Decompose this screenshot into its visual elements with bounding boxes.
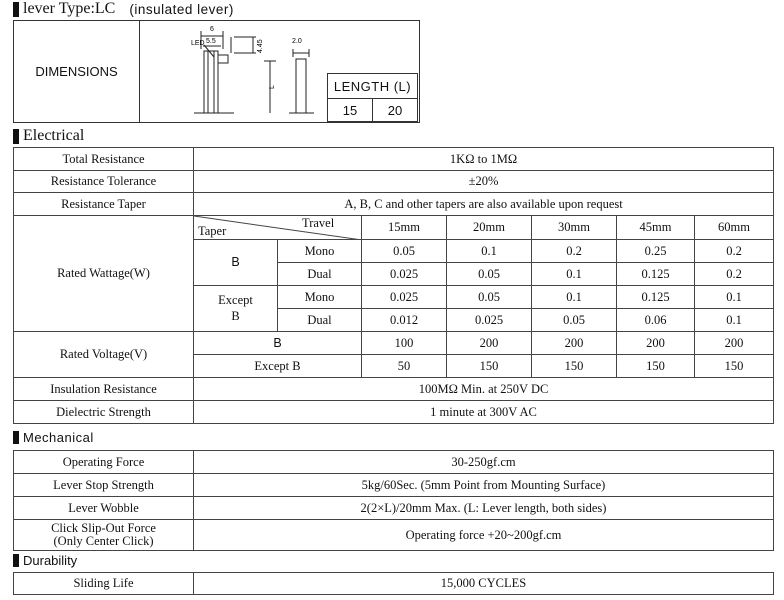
- voltage-cell: 150: [447, 355, 532, 378]
- click-label-line2: (Only Center Click): [53, 534, 154, 548]
- length-header: LENGTH (L): [328, 74, 418, 99]
- mono-label: Mono: [278, 286, 362, 309]
- wattage-cell: 0.1: [532, 263, 617, 286]
- insulation-label: Insulation Resistance: [14, 378, 194, 401]
- section-marker: [13, 2, 19, 17]
- sliding-life-label: Sliding Life: [14, 573, 194, 595]
- wattage-cell: 0.025: [362, 263, 447, 286]
- table-row: [14, 171, 774, 193]
- dimensions-label-cell: [14, 21, 140, 122]
- except-line2: B: [231, 309, 240, 323]
- taper-travel-corner: [194, 216, 362, 240]
- table-row: [14, 216, 774, 240]
- section-marker: [13, 129, 19, 144]
- table-row: [14, 401, 774, 424]
- mono-label: Mono: [278, 240, 362, 263]
- table-row: [14, 378, 774, 401]
- wattage-group-except: [194, 286, 278, 332]
- travel-45: 45mm: [617, 216, 695, 240]
- wattage-cell: 0.1: [447, 240, 532, 263]
- click-value: Operating force +20~200gf.cm: [194, 520, 774, 551]
- insulation-value: 100MΩ Min. at 250V DC: [194, 378, 774, 401]
- wattage-cell: 0.1: [695, 309, 774, 332]
- wattage-cell: 0.06: [617, 309, 695, 332]
- wattage-cell: 0.05: [532, 309, 617, 332]
- mechanical-title: Mechanical: [23, 430, 94, 445]
- wobble-value: 2(2×L)/20mm Max. (L: Lever length, both sides): [194, 497, 774, 520]
- length-table: [327, 73, 418, 122]
- lever-stop-label: Lever Stop Strength: [14, 474, 194, 497]
- wattage-cell: 0.025: [447, 309, 532, 332]
- click-label-line1: Click Slip-Out Force: [51, 521, 156, 535]
- operating-force-value: 30-250gf.cm: [194, 451, 774, 474]
- table-row: [14, 332, 774, 355]
- durability-title: Durability: [23, 553, 78, 568]
- mechanical-table: [13, 450, 774, 551]
- lever-stop-value: 5kg/60Sec. (5mm Point from Mounting Surface): [194, 474, 774, 497]
- voltage-cell: 150: [617, 355, 695, 378]
- travel-15: 15mm: [362, 216, 447, 240]
- voltage-cell: 150: [695, 355, 774, 378]
- travel-60: 60mm: [695, 216, 774, 240]
- table-row: [14, 497, 774, 520]
- dielectric-value: 1 minute at 300V AC: [194, 401, 774, 424]
- wattage-cell: 0.05: [447, 263, 532, 286]
- electrical-header: [13, 127, 84, 145]
- dielectric-label: Dielectric Strength: [14, 401, 194, 424]
- durability-table: [13, 572, 774, 595]
- dim-6: 6: [210, 26, 214, 33]
- wattage-cell: 0.1: [532, 286, 617, 309]
- voltage-cell: 100: [362, 332, 447, 355]
- voltage-cell: 200: [447, 332, 532, 355]
- operating-force-label: Operating Force: [14, 451, 194, 474]
- table-row: [14, 148, 774, 171]
- dual-label: Dual: [278, 309, 362, 332]
- wattage-cell: 0.2: [695, 263, 774, 286]
- tolerance-value: ±20%: [194, 171, 774, 193]
- dimensions-label: DIMENSIONS: [35, 64, 118, 79]
- taper-label: Resistance Taper: [14, 193, 194, 216]
- dim-led: LED: [191, 40, 205, 47]
- sliding-life-value: 15,000 CYCLES: [194, 573, 774, 595]
- length-value-20: 20: [373, 99, 418, 122]
- table-row: [14, 520, 774, 551]
- dim-2-0: 2.0: [292, 38, 302, 45]
- travel-30: 30mm: [532, 216, 617, 240]
- click-label: [14, 520, 194, 551]
- wattage-cell: 0.012: [362, 309, 447, 332]
- dim-l: L: [269, 85, 276, 89]
- dim-5-5: 5.5: [206, 38, 216, 45]
- wattage-cell: 0.2: [532, 240, 617, 263]
- voltage-cell: 50: [362, 355, 447, 378]
- voltage-cell: 150: [532, 355, 617, 378]
- total-resistance-label: Total Resistance: [14, 148, 194, 171]
- wattage-cell: 0.1: [695, 286, 774, 309]
- wattage-cell: 0.025: [362, 286, 447, 309]
- wobble-label: Lever Wobble: [14, 497, 194, 520]
- travel-20: 20mm: [447, 216, 532, 240]
- lever-type-header: [13, 0, 234, 18]
- table-row: [14, 474, 774, 497]
- table-row: [14, 573, 774, 595]
- tolerance-label: Resistance Tolerance: [14, 171, 194, 193]
- total-resistance-value: 1KΩ to 1MΩ: [194, 148, 774, 171]
- wattage-cell: 0.05: [447, 286, 532, 309]
- table-row: [14, 451, 774, 474]
- mechanical-header: [13, 430, 94, 445]
- table-row: [14, 193, 774, 216]
- section-marker: [13, 431, 19, 444]
- dual-label: Dual: [278, 263, 362, 286]
- voltage-cell: 200: [532, 332, 617, 355]
- electrical-table: [13, 147, 774, 424]
- wattage-group-b: B: [194, 240, 278, 286]
- wattage-cell: 0.125: [617, 286, 695, 309]
- voltage-cell: 200: [695, 332, 774, 355]
- corner-taper: Taper: [198, 224, 227, 238]
- voltage-b-label: B: [194, 332, 362, 355]
- except-line1: Except: [218, 293, 253, 307]
- corner-travel: Travel: [302, 216, 335, 230]
- voltage-label: Rated Voltage(V): [14, 332, 194, 378]
- wattage-label: Rated Wattage(W): [14, 216, 194, 332]
- lever-dimension-drawing: [174, 21, 324, 121]
- wattage-cell: 0.2: [695, 240, 774, 263]
- lever-type-title: lever Type:LC: [23, 0, 116, 17]
- length-value-15: 15: [328, 99, 373, 122]
- wattage-cell: 0.125: [617, 263, 695, 286]
- wattage-cell: 0.05: [362, 240, 447, 263]
- section-marker: [13, 554, 19, 567]
- lever-type-subtitle: (insulated lever): [129, 1, 234, 17]
- dim-4-45: 4.45: [257, 39, 264, 53]
- voltage-cell: 200: [617, 332, 695, 355]
- wattage-cell: 0.25: [617, 240, 695, 263]
- electrical-title: Electrical: [23, 127, 85, 144]
- durability-header: [13, 553, 77, 568]
- voltage-except-label: Except B: [194, 355, 362, 378]
- taper-value: A, B, C and other tapers are also available upon request: [194, 193, 774, 216]
